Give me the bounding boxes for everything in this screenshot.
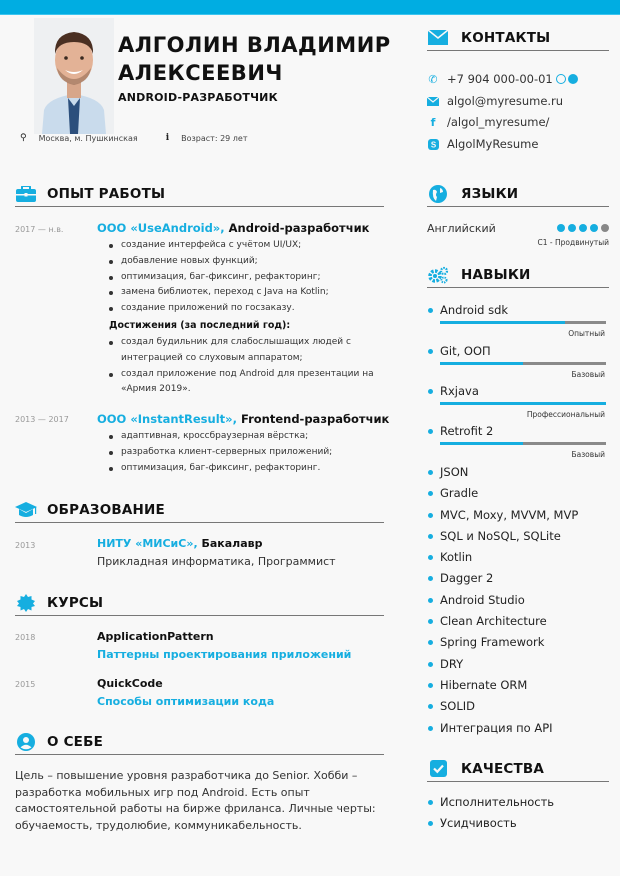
language-name: Английский	[427, 222, 496, 235]
language-rating	[557, 224, 609, 232]
list-item: SOLID	[427, 696, 578, 717]
skill-item	[427, 343, 609, 379]
section-title: ЯЗЫКИ	[461, 185, 519, 202]
section-header-courses	[15, 590, 384, 616]
job-title	[97, 412, 389, 426]
section-title: НАВЫКИ	[461, 266, 531, 283]
job-duties	[107, 238, 397, 317]
job-role: Android-разработчик	[228, 221, 370, 235]
envelope-icon	[427, 29, 449, 47]
job-achievements	[107, 335, 397, 398]
location-text: Москва, м. Пушкинская	[38, 133, 138, 143]
skill-bar	[440, 442, 606, 445]
job-duties	[107, 429, 397, 476]
skill-bar	[440, 321, 606, 324]
contact-facebook[interactable]	[427, 115, 549, 129]
skill-level: Базовый	[571, 370, 605, 379]
list-item: Android Studio	[427, 590, 578, 611]
section-header-about	[15, 729, 384, 755]
list-item: добавление новых функций;	[107, 254, 397, 270]
section-header-qualities	[427, 756, 609, 782]
skill-bar	[440, 362, 606, 365]
skill-name: Android sdk	[427, 302, 609, 318]
contact-email[interactable]	[427, 94, 563, 108]
other-skills-list	[427, 462, 578, 739]
about-text: Цель – повышение уровня разработчика до Senior. Хобби – разработка мобильных игр под Android. Есть опыт самостоятельной работы на бирже фриланса. Личные черты: обучаемость, трудолюбие, коммуникабельность.	[15, 769, 376, 832]
list-item: адаптивная, кроссбраузерная вёрстка;	[107, 429, 397, 445]
phone-icon: ✆	[428, 72, 438, 86]
list-item: Kotlin	[427, 547, 578, 568]
list-item: Spring Framework	[427, 632, 578, 653]
skill-bar-fill	[440, 442, 523, 445]
skill-name: Rxjava	[427, 383, 609, 399]
contact-skype[interactable]	[427, 137, 538, 151]
rating-dot	[557, 224, 565, 232]
skype-icon	[427, 139, 439, 150]
section-header-contacts	[427, 25, 609, 51]
specialty: Прикладная информатика, Программист	[97, 555, 336, 568]
job-period: 2017 — н.в.	[15, 225, 64, 234]
candidate-name: АЛГОЛИН ВЛАДИМИР АЛЕКСЕЕВИЧ	[118, 33, 391, 85]
skill-bar	[440, 402, 606, 405]
top-accent-bar	[0, 0, 620, 15]
map-pin-icon: ⚲	[20, 133, 27, 143]
skill-bar-fill	[440, 402, 606, 405]
info-icon: i	[165, 133, 170, 143]
section-title: КАЧЕСТВА	[461, 760, 545, 777]
whatsapp-icon[interactable]	[556, 74, 566, 84]
degree: Бакалавр	[201, 537, 263, 550]
job-period: 2013 — 2017	[15, 415, 69, 424]
briefcase-icon	[15, 185, 37, 203]
skill-item	[427, 302, 609, 338]
skill-bar-fill	[440, 321, 565, 324]
skype-name: AlgolMyResume	[447, 137, 539, 151]
course-year: 2015	[15, 680, 36, 689]
email-address: algol@myresume.ru	[447, 94, 564, 108]
phone-number: +7 904 000-00-01	[447, 72, 553, 86]
qualities-list	[427, 792, 554, 835]
list-item: MVC, Moxy, MVVM, MVP	[427, 505, 578, 526]
list-item: оптимизация, баг-фиксинг, рефакторинг;	[107, 270, 397, 286]
section-header-experience	[15, 181, 384, 207]
section-title: О СЕБЕ	[47, 733, 104, 750]
checkbox-icon	[427, 760, 449, 778]
skill-level: Опытный	[568, 329, 605, 338]
section-header-education	[15, 497, 384, 523]
list-item: Усидчивость	[427, 813, 554, 834]
list-item: создал будильник для слабослышащих людей с интеграцией со слуховым аппаратом;	[107, 335, 397, 367]
section-title: ОПЫТ РАБОТЫ	[47, 185, 166, 202]
course-name: QuickCode	[97, 677, 163, 690]
list-item: Gradle	[427, 483, 578, 504]
skill-item	[427, 423, 609, 459]
achievements-label: Достижения (за последний год):	[109, 320, 291, 331]
course-topic: Способы оптимизации кода	[97, 695, 275, 708]
course-name: ApplicationPattern	[97, 630, 214, 643]
course-year: 2018	[15, 633, 36, 642]
profile-photo	[34, 18, 114, 134]
list-item: Исполнительность	[427, 792, 554, 813]
skill-name: Retrofit 2	[427, 423, 609, 439]
skill-name: Git, ООП	[427, 343, 609, 359]
rating-dot	[590, 224, 598, 232]
rating-dot	[601, 224, 609, 232]
rating-dot	[579, 224, 587, 232]
gears-icon	[427, 266, 449, 284]
rating-dot	[568, 224, 576, 232]
svg-text:S: S	[430, 140, 436, 149]
list-item: Интеграция по API	[427, 718, 578, 739]
personal-info	[20, 133, 276, 143]
section-title: КУРСЫ	[47, 594, 104, 611]
list-item: замена библиотек, переход с Java на Kotlin;	[107, 285, 397, 301]
list-item: создание интерфейса с учётом UI/UX;	[107, 238, 397, 254]
age-text: Возраст: 29 лет	[181, 133, 248, 143]
graduation-cap-icon	[15, 501, 37, 519]
telegram-icon[interactable]	[568, 74, 578, 84]
company-name: ООО «UseAndroid»,	[97, 221, 225, 235]
education-title	[97, 537, 262, 550]
list-item: создал приложение под Android для презентации на «Армия 2019».	[107, 367, 397, 399]
globe-icon	[427, 185, 449, 203]
user-icon	[15, 733, 37, 751]
skill-bar-fill	[440, 362, 523, 365]
list-item: SQL и NoSQL, SQLite	[427, 526, 578, 547]
email-icon	[427, 97, 439, 106]
list-item: DRY	[427, 654, 578, 675]
section-title: ОБРАЗОВАНИЕ	[47, 501, 165, 518]
avatar-portrait	[34, 18, 114, 134]
facebook-icon: f	[430, 115, 436, 129]
list-item: оптимизация, баг-фиксинг, рефакторинг.	[107, 461, 397, 477]
list-item: создание приложений по госзаказу.	[107, 301, 397, 317]
contact-phone[interactable]	[427, 72, 578, 86]
company-name: ООО «InstantResult»,	[97, 412, 237, 426]
skill-level: Базовый	[571, 450, 605, 459]
skill-level: Профессиональный	[526, 410, 605, 419]
language-level: C1 - Продвинутый	[537, 238, 609, 247]
education-year: 2013	[15, 541, 36, 550]
list-item: JSON	[427, 462, 578, 483]
list-item: Clean Architecture	[427, 611, 578, 632]
facebook-handle: /algol_myresume/	[447, 115, 550, 129]
course-topic: Паттерны проектирования приложений	[97, 648, 352, 661]
section-title: КОНТАКТЫ	[461, 29, 551, 46]
job-role: Frontend-разработчик	[240, 412, 390, 426]
list-item: Dagger 2	[427, 568, 578, 589]
section-header-skills	[427, 262, 609, 288]
list-item: разработка клиент-серверных приложений;	[107, 445, 397, 461]
candidate-position: ANDROID-РАЗРАБОТЧИК	[118, 91, 278, 104]
job-title	[97, 221, 369, 235]
badge-icon	[15, 594, 37, 612]
skill-item	[427, 383, 609, 419]
section-header-languages	[427, 181, 609, 207]
list-item: Hibernate ORM	[427, 675, 578, 696]
school-name: НИТУ «МИСиС»,	[97, 537, 198, 550]
